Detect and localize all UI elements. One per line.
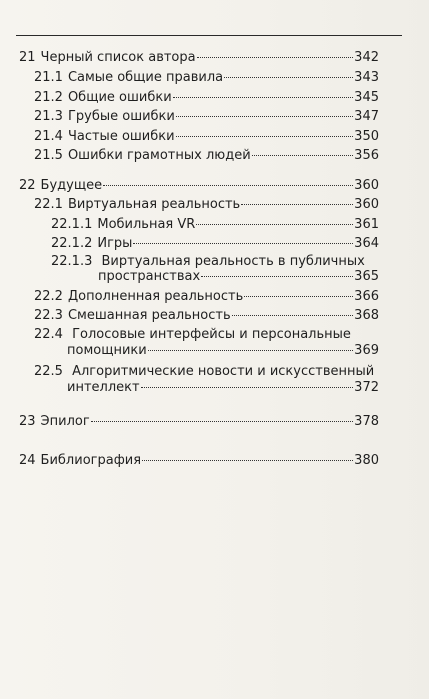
toc-page-number: 350: [354, 129, 379, 144]
toc-page-number: 347: [354, 109, 379, 124]
toc-entry-22-1-1[interactable]: [51, 217, 379, 233]
dot-leader: [241, 204, 353, 205]
dot-leader: [133, 243, 353, 244]
toc-title: Виртуальная реальность: [67, 197, 241, 212]
toc-title: Алгоритмические новости и искусственный: [72, 364, 375, 379]
toc-number: 24: [19, 453, 36, 468]
toc-entry-21-1[interactable]: [34, 70, 379, 86]
toc-entry-21-5[interactable]: [34, 148, 379, 164]
toc-title: Библиография: [40, 453, 142, 468]
toc-entry-22[interactable]: [19, 178, 379, 194]
toc-entry-22-2[interactable]: [34, 289, 379, 305]
toc-number: 21.3: [34, 109, 63, 124]
toc-page-number: 369: [354, 343, 379, 358]
toc-page-number: 366: [354, 289, 379, 304]
dot-leader: [148, 350, 353, 351]
toc-number: 22.5: [34, 364, 63, 379]
toc-entry-21-2[interactable]: [34, 90, 379, 106]
toc-entry-22-4-line1[interactable]: [34, 327, 351, 343]
toc-title: Грубые ошибки: [67, 109, 175, 124]
toc-title-continued: интеллект: [67, 380, 140, 395]
toc-entry-24[interactable]: [19, 453, 379, 469]
toc-page-number: 361: [354, 217, 379, 232]
toc-number: 22: [19, 178, 36, 193]
toc-number: 22.2: [34, 289, 63, 304]
toc-entry-22-1[interactable]: [34, 197, 379, 213]
toc-page-number: 360: [354, 197, 379, 212]
dot-leader: [244, 296, 353, 297]
toc-number: 21.2: [34, 90, 63, 105]
toc-entry-22-3[interactable]: [34, 308, 379, 324]
toc-entry-21-3[interactable]: [34, 109, 379, 125]
toc-number: 22.1.1: [51, 217, 93, 232]
toc-page-number: 364: [354, 236, 379, 251]
dot-leader: [103, 185, 353, 186]
toc-number: 22.3: [34, 308, 63, 323]
dot-leader: [173, 97, 354, 98]
toc-page-number: 343: [354, 70, 379, 85]
toc-number: 21.4: [34, 129, 63, 144]
toc-title: Игры: [97, 236, 133, 251]
toc-title: Ошибки грамотных людей: [67, 148, 251, 163]
toc-title: Будущее: [40, 178, 103, 193]
toc-entry-22-4[interactable]: [67, 343, 379, 359]
toc-entry-22-1-3[interactable]: [98, 269, 379, 285]
dot-leader: [232, 315, 354, 316]
toc-title: Мобильная VR: [97, 217, 196, 232]
dot-leader: [252, 155, 354, 156]
dot-leader: [142, 460, 353, 461]
toc-number: 22.1.2: [51, 236, 93, 251]
dot-leader: [196, 224, 353, 225]
toc-title: Виртуальная реальность в публичных: [101, 254, 365, 269]
toc-title: Дополненная реальность: [67, 289, 244, 304]
toc-title: Самые общие правила: [67, 70, 224, 85]
toc-entry-22-1-3-line1[interactable]: [51, 254, 365, 270]
toc-entry-22-5-line1[interactable]: [34, 364, 374, 380]
toc-page-number: 360: [354, 178, 379, 193]
toc-number: 22.1.3: [51, 254, 93, 269]
toc-title-continued: помощники: [67, 343, 147, 358]
toc-number: 21.1: [34, 70, 63, 85]
toc-title: Эпилог: [40, 414, 90, 429]
toc-page-number: 380: [354, 453, 379, 468]
toc-page-number: 356: [354, 148, 379, 163]
dot-leader: [224, 77, 353, 78]
toc-title: Смешанная реальность: [67, 308, 231, 323]
toc-number: 22.4: [34, 327, 63, 342]
toc-entry-22-1-2[interactable]: [51, 236, 379, 252]
toc-page-number: 372: [354, 380, 379, 395]
toc-page-number: 345: [354, 90, 379, 105]
dot-leader: [176, 116, 353, 117]
dot-leader: [176, 136, 354, 137]
toc-title: Частые ошибки: [67, 129, 175, 144]
toc-page-number: 378: [354, 414, 379, 429]
dot-leader: [197, 57, 354, 58]
toc-title: Общие ошибки: [67, 90, 172, 105]
toc-entry-21[interactable]: [19, 50, 379, 66]
toc-title: Голосовые интерфейсы и персональные: [72, 327, 351, 342]
dot-leader: [201, 276, 353, 277]
toc-page-number: 368: [354, 308, 379, 323]
toc-number: 23: [19, 414, 36, 429]
toc-entry-23[interactable]: [19, 414, 379, 430]
toc-page-number: 342: [354, 50, 379, 65]
toc-title: Черный список автора: [40, 50, 196, 65]
toc-number: 21.5: [34, 148, 63, 163]
toc-number: 21: [19, 50, 36, 65]
toc-entry-22-5[interactable]: [67, 380, 379, 396]
dot-leader: [91, 421, 354, 422]
toc-number: 22.1: [34, 197, 63, 212]
toc-entry-21-4[interactable]: [34, 129, 379, 145]
toc-title-continued: пространствах: [98, 269, 201, 284]
toc-page-number: 365: [354, 269, 379, 284]
dot-leader: [141, 387, 354, 388]
